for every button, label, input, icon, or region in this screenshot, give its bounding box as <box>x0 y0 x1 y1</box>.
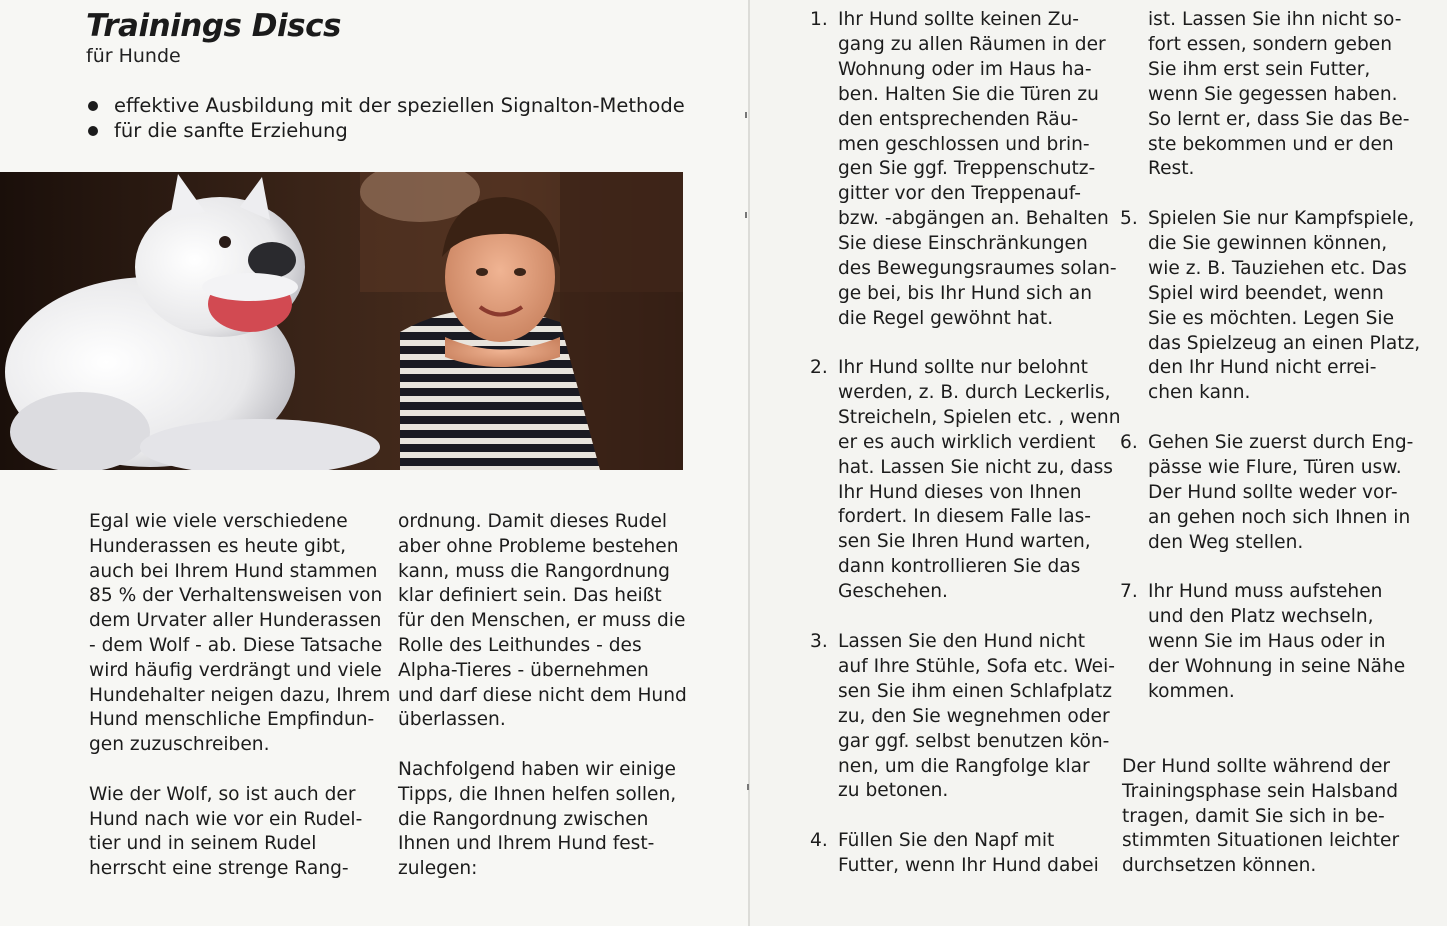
tip-number: 2. <box>810 357 828 378</box>
fold-crop-mark <box>745 112 747 118</box>
page-title: Trainings Discs <box>86 8 341 44</box>
tip-text: Füllen Sie den Napf mit Futter, wenn Ihr Hund dabei <box>838 830 1099 876</box>
feature-bullet-text: für die sanfte Erziehung <box>114 119 348 142</box>
fold-crop-mark <box>747 784 749 790</box>
feature-bullet-text: effektive Ausbildung mit der speziellen Signalton-Methode <box>114 94 685 117</box>
closing-note <box>1122 755 1422 879</box>
tip-number: 6. <box>1120 432 1138 453</box>
intro-column-2 <box>398 510 698 882</box>
feature-bullet-item <box>86 118 685 143</box>
fold-crop-mark <box>745 212 747 218</box>
tip-text: ist. Lassen Sie ihn nicht so- fort essen, sondern geben Sie ihm erst sein Futter, wenn Sie gegessen haben. So lernt er, dass Sie das Be- ste bekommen und er den Rest. <box>1148 9 1410 180</box>
page-subtitle: für Hunde <box>86 45 181 67</box>
bullet-dot-icon <box>88 126 98 136</box>
feature-bullet-item <box>86 93 685 118</box>
intro-paragraph: Egal wie viele verschiedene Hunderassen es heute gibt, auch bei Ihrem Hund stammen 85 % der Verhaltensweisen von dem Urvater aller Hunderassen - dem Wolf - ab. Diese Tatsache wird häufig verdrängt und viele Hundehalter neigen dazu, Ihrem Hund menschliche Empfindun- gen zuzuschreiben. <box>89 511 391 756</box>
closing-note-text: Der Hund sollte während der Trainingsphase sein Halsband tragen, damit Sie sich in be- stimmten Situationen leichter durchsetzen können. <box>1122 756 1400 877</box>
tip-number: 4. <box>810 830 828 851</box>
tip-number: 3. <box>810 631 828 652</box>
intro-column-1 <box>89 510 391 882</box>
tip-text: Ihr Hund muss aufstehen und den Platz wechseln, wenn Sie im Haus oder in der Wohnung in seine Nähe kommen. <box>1148 581 1406 702</box>
tip-number: 1. <box>810 9 828 30</box>
bullet-dot-icon <box>88 101 98 111</box>
intro-paragraph: Wie der Wolf, so ist auch der Hund nach wie vor ein Rudel- tier und in seinem Rudel herrscht eine strenge Rang- <box>89 783 363 880</box>
intro-paragraph: ordnung. Damit dieses Rudel aber ohne Probleme bestehen kann, muss die Rangordnung klar definiert sein. Das heißt für den Menschen, er muss die Rolle des Leithundes - des Alpha-Tieres - übernehmen und darf diese nicht dem Hund überlassen. <box>398 511 687 731</box>
tip-number: 5. <box>1120 208 1138 229</box>
tip-text: Ihr Hund sollte keinen Zu- gang zu allen Räumen in der Wohnung oder im Haus ha- ben. Halten Sie die Türen zu den entsprechenden Räu- men geschlossen und brin- gen Sie ggf. Treppenschutz- gitter vor den Treppenauf- bzw. -abgängen an. Behalten Sie diese Einschränkungen des Bewegungsraumes solan- ge bei, bis Ihr Hund sich an die Regel gewöhnt hat. <box>838 9 1117 329</box>
feature-bullet-list <box>86 93 685 143</box>
tip-text: Ihr Hund sollte nur belohnt werden, z. B. durch Leckerlis, Streicheln, Spielen etc. , wenn er es auch wirklich verdient hat. Lassen Sie nicht zu, dass Ihr Hund dieses von Ihnen fordert. In diesem Falle las- sen Sie Ihren Hund warten, dann kontrollieren Sie das Geschehen. <box>838 357 1121 603</box>
tip-text: Gehen Sie zuerst durch Eng- pässe wie Flure, Türen usw. Der Hund sollte weder vor- an gehen noch sich Ihnen in den Weg stellen. <box>1148 432 1414 553</box>
tip-text: Lassen Sie den Hund nicht auf Ihre Stühle, Sofa etc. Wei- sen Sie ihm einen Schlafplatz zu, den Sie wegnehmen oder gar ggf. selbst benutzen kön- nen, um die Rangfolge klar zu betonen. <box>838 631 1115 802</box>
intro-paragraph: Nachfolgend haben wir einige Tipps, die Ihnen helfen sollen, die Rangordnung zwischen Ihnen und Ihrem Hund fest- zulegen: <box>398 758 677 880</box>
dog-and-boy-photo <box>0 172 683 470</box>
tip-number: 7. <box>1120 581 1138 602</box>
tip-text: Spielen Sie nur Kampfspiele, die Sie gewinnen können, wie z. B. Tauziehen etc. Das Spiel wird beendet, wenn Sie es möchten. Legen Sie das Spielzeug an einen Platz, den Ihr Hund nicht errei- chen kann. <box>1148 208 1421 404</box>
